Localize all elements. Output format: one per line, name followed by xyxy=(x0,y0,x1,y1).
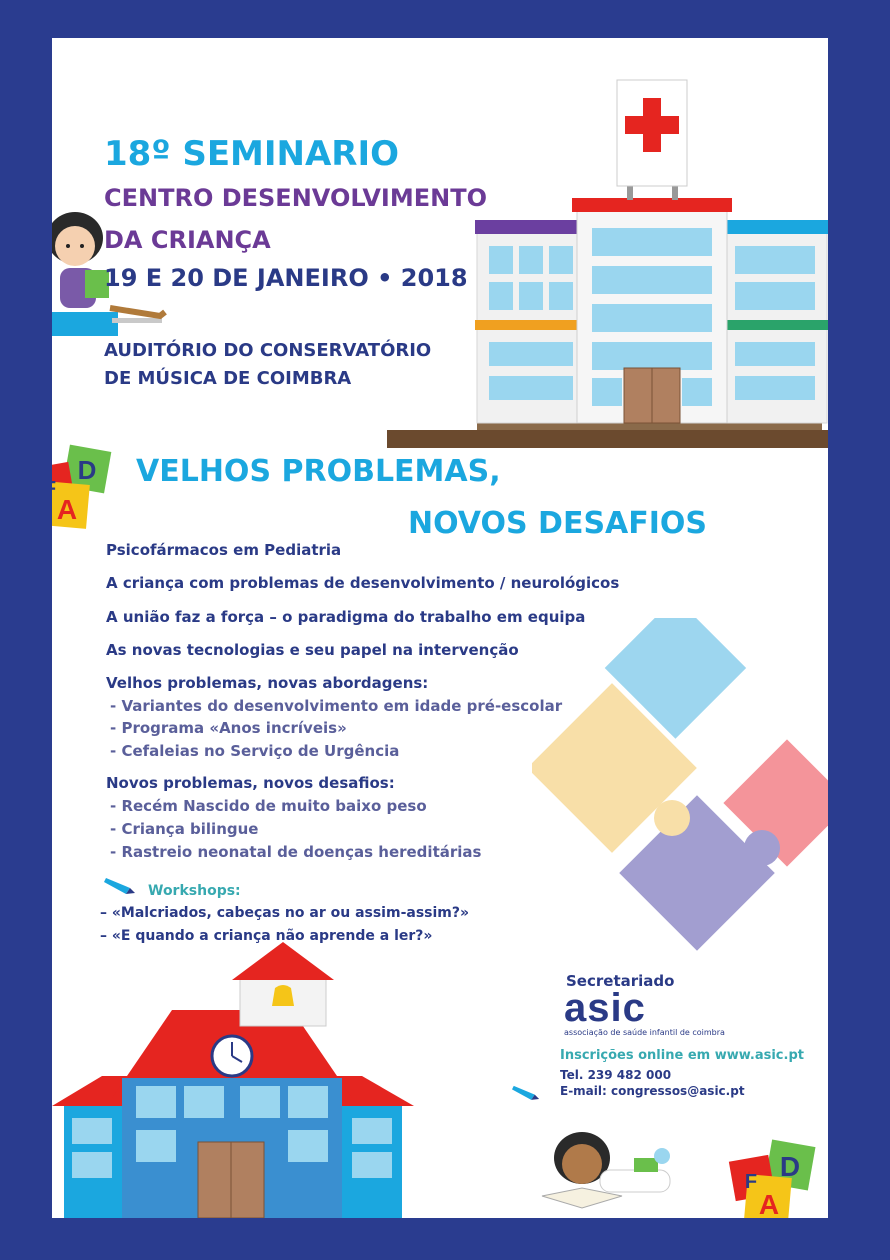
school-illustration xyxy=(52,938,422,1218)
registration-online[interactable]: Inscrições online em www.asic.pt xyxy=(560,1048,804,1063)
red-cross-icon xyxy=(617,80,687,186)
seminar-subtitle-line1: CENTRO DESENVOLVIMENTO xyxy=(104,184,487,212)
letter-blocks-bottom xyxy=(724,1138,828,1218)
workshop-item: – «E quando a criança não aprende a ler?» xyxy=(100,928,433,944)
bell-icon xyxy=(272,985,294,1006)
puzzle-icon xyxy=(532,618,828,951)
workshop-item: – «Malcriados, cabeças no ar ou assim-assim?» xyxy=(100,905,470,921)
theme-line2: NOVOS DESAFIOS xyxy=(408,506,708,541)
phone: Tel. 239 482 000 xyxy=(560,1068,672,1082)
block-letter-d: D xyxy=(77,455,97,485)
block-letter-d: D xyxy=(779,1151,801,1182)
list-item: - Rastreio neonatal de doenças hereditárias xyxy=(110,843,482,861)
pencil-icon xyxy=(512,1082,540,1102)
block-letter-f: F xyxy=(744,1171,758,1193)
list-item: - Recém Nascido de muito baixo peso xyxy=(110,797,427,815)
topic-item: A união faz a força – o paradigma do trabalho em equipa xyxy=(106,608,586,626)
workshops-heading: Workshops: xyxy=(148,883,241,899)
puzzle-illustration xyxy=(532,618,828,958)
pencil-icon xyxy=(104,874,136,896)
list-item: - Cefaleias no Serviço de Urgência xyxy=(110,742,400,760)
seminar-dates: 19 E 20 DE JANEIRO • 2018 xyxy=(104,264,468,292)
secretariat-label: Secretariado xyxy=(566,972,675,990)
list-item: - Criança bilingue xyxy=(110,820,259,838)
venue-line1: AUDITÓRIO DO CONSERVATÓRIO xyxy=(104,340,432,361)
list-item: - Variantes do desenvolvimento em idade pré-escolar xyxy=(110,697,563,715)
seminar-subtitle-line2: DA CRIANÇA xyxy=(104,226,271,254)
seminar-title: 18º SEMINARIO xyxy=(104,134,400,174)
block-letter-a: A xyxy=(758,1189,780,1220)
block-letter-f: F xyxy=(43,478,57,500)
block-letter-a: A xyxy=(56,494,78,525)
poster xyxy=(43,38,828,1220)
venue-line2: DE MÚSICA DE COIMBRA xyxy=(104,368,352,389)
theme-line1: VELHOS PROBLEMAS, xyxy=(136,454,501,489)
asic-logo: asic xyxy=(564,986,646,1030)
list-item: - Programa «Anos incríveis» xyxy=(110,719,347,737)
topic-item: Psicofármacos em Pediatria xyxy=(106,541,342,559)
topic-item: As novas tecnologias e seu papel na intervenção xyxy=(106,641,519,659)
section-heading-old: Velhos problemas, novas abordagens: xyxy=(106,674,429,692)
clock-icon xyxy=(212,1036,252,1076)
asic-tagline: associação de saúde infantil de coimbra xyxy=(564,1028,725,1037)
email[interactable]: E-mail: congressos@asic.pt xyxy=(560,1084,745,1098)
letter-blocks-top xyxy=(43,443,124,533)
girl-book-illustration xyxy=(522,1118,692,1218)
topic-item: A criança com problemas de desenvolvimento / neurológicos xyxy=(106,574,620,592)
section-heading-new: Novos problemas, novos desafios: xyxy=(106,774,395,792)
